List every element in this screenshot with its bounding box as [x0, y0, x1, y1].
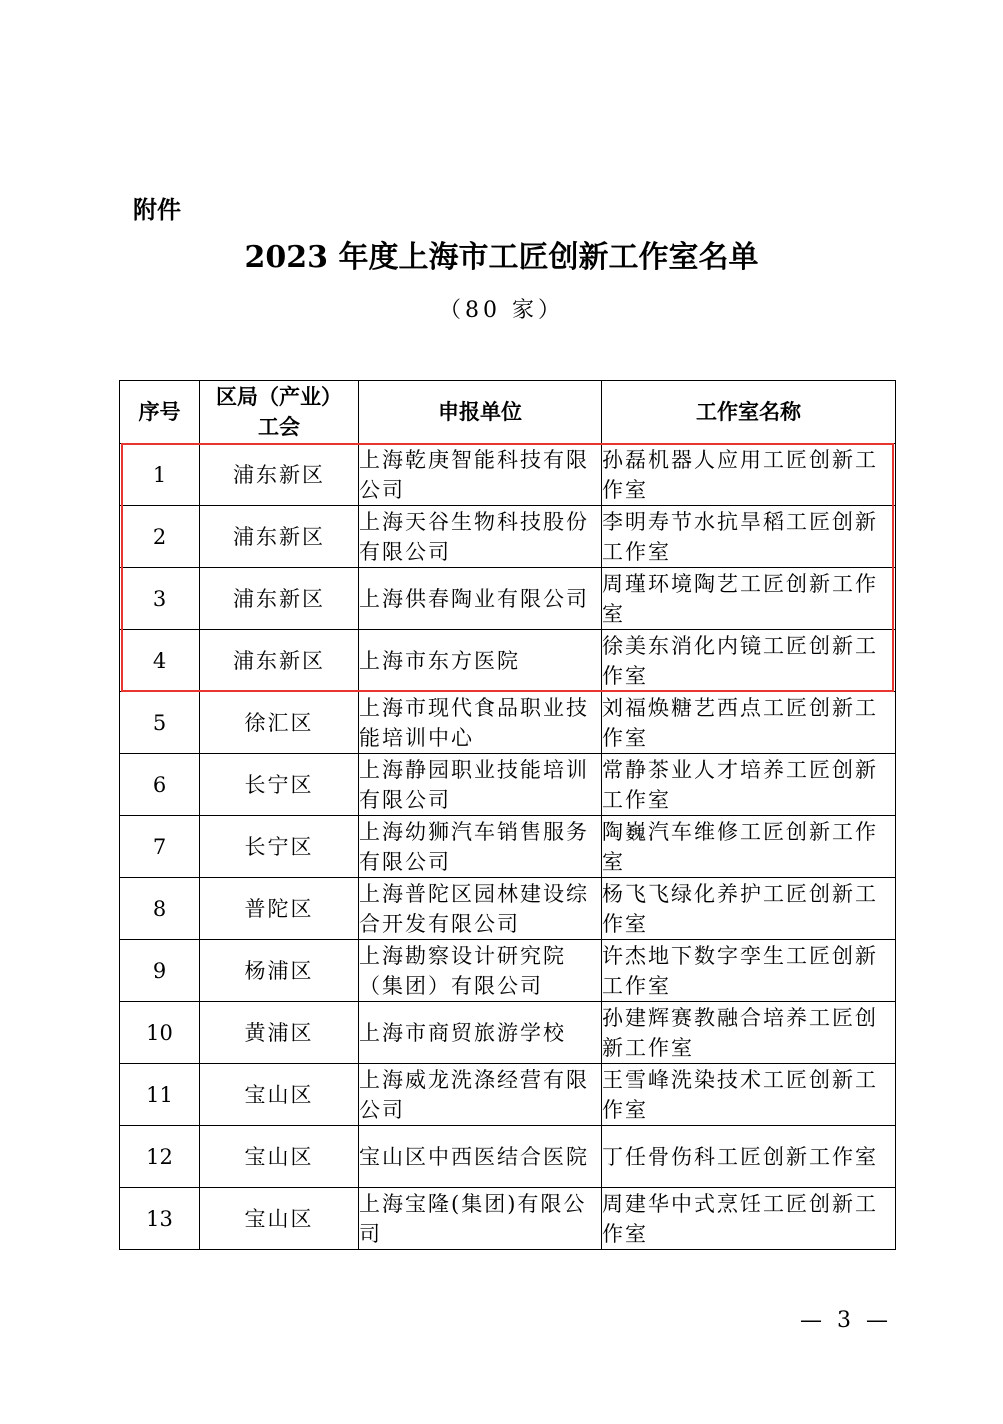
row-index: 9: [120, 940, 200, 1002]
row-studio: 丁任骨伤科工匠创新工作室: [602, 1126, 896, 1188]
table-row: [120, 444, 896, 506]
row-studio: 孙磊机器人应用工匠创新工作室: [602, 444, 896, 506]
row-studio: 周建华中式烹饪工匠创新工作室: [602, 1188, 896, 1250]
row-unit: 上海威龙洗涤经营有限公司: [359, 1064, 602, 1126]
row-unit: 上海普陀区园林建设综合开发有限公司: [359, 878, 602, 940]
table-row: [120, 878, 896, 940]
column-header-studio: 工作室名称: [602, 381, 896, 444]
row-index: 13: [120, 1188, 200, 1250]
row-district: 徐汇区: [200, 692, 359, 754]
row-unit: 上海静园职业技能培训有限公司: [359, 754, 602, 816]
column-header-district: [200, 381, 359, 444]
table-row: [120, 568, 896, 630]
row-index: 12: [120, 1126, 200, 1188]
row-index: 8: [120, 878, 200, 940]
row-district: 浦东新区: [200, 630, 359, 692]
row-studio: 李明寿节水抗旱稻工匠创新工作室: [602, 506, 896, 568]
row-unit: 上海乾庚智能科技有限公司: [359, 444, 602, 506]
attachment-label: 附件: [133, 196, 181, 224]
page-title: 2023 年度上海市工匠创新工作室名单: [244, 240, 759, 275]
column-header-district-line2: 工会: [258, 415, 300, 439]
row-studio: 周瑾环境陶艺工匠创新工作室: [602, 568, 896, 630]
row-district: 长宁区: [200, 754, 359, 816]
row-studio: 刘福焕糖艺西点工匠创新工作室: [602, 692, 896, 754]
row-district: 杨浦区: [200, 940, 359, 1002]
row-index: 5: [120, 692, 200, 754]
column-header-district-line1: 区局（产业）: [216, 385, 342, 409]
table-row: [120, 816, 896, 878]
row-studio: 常静茶业人才培养工匠创新工作室: [602, 754, 896, 816]
table-row: [120, 1002, 896, 1064]
table-row: [120, 506, 896, 568]
row-index: 3: [120, 568, 200, 630]
row-studio: 孙建辉赛教融合培养工匠创新工作室: [602, 1002, 896, 1064]
row-district: 普陀区: [200, 878, 359, 940]
row-index: 7: [120, 816, 200, 878]
row-unit: 上海宝隆(集团)有限公司: [359, 1188, 602, 1250]
row-unit: 上海市东方医院: [359, 630, 602, 692]
column-header-unit: 申报单位: [359, 381, 602, 444]
row-district: 浦东新区: [200, 506, 359, 568]
row-district: 浦东新区: [200, 568, 359, 630]
row-studio: 杨飞飞绿化养护工匠创新工作室: [602, 878, 896, 940]
column-header-index: 序号: [120, 381, 200, 444]
row-studio: 王雪峰洗染技术工匠创新工作室: [602, 1064, 896, 1126]
row-district: 宝山区: [200, 1064, 359, 1126]
table-row: [120, 692, 896, 754]
row-index: 11: [120, 1064, 200, 1126]
table-row: [120, 1064, 896, 1126]
row-unit: 上海勘察设计研究院（集团）有限公司: [359, 940, 602, 1002]
row-studio: 陶巍汽车维修工匠创新工作室: [602, 816, 896, 878]
table-row: [120, 754, 896, 816]
row-index: 2: [120, 506, 200, 568]
row-index: 10: [120, 1002, 200, 1064]
row-district: 长宁区: [200, 816, 359, 878]
table-header-row: [120, 381, 896, 444]
row-district: 宝山区: [200, 1188, 359, 1250]
studio-list-table: [119, 380, 896, 1250]
table-row: [120, 940, 896, 1002]
row-studio: 徐美东消化内镜工匠创新工作室: [602, 630, 896, 692]
row-unit: 宝山区中西医结合医院: [359, 1126, 602, 1188]
row-unit: 上海供春陶业有限公司: [359, 568, 602, 630]
row-district: 宝山区: [200, 1126, 359, 1188]
row-unit: 上海市商贸旅游学校: [359, 1002, 602, 1064]
row-unit: 上海市现代食品职业技能培训中心: [359, 692, 602, 754]
row-index: 4: [120, 630, 200, 692]
row-unit: 上海幼狮汽车销售服务有限公司: [359, 816, 602, 878]
row-studio: 许杰地下数字孪生工匠创新工作室: [602, 940, 896, 1002]
page-subtitle: （80 家）: [439, 298, 564, 323]
table-row: [120, 1126, 896, 1188]
row-index: 6: [120, 754, 200, 816]
table-row: [120, 630, 896, 692]
row-index: 1: [120, 444, 200, 506]
table-row: [120, 1188, 896, 1250]
page-number: — 3 —: [800, 1308, 892, 1333]
row-district: 浦东新区: [200, 444, 359, 506]
row-unit: 上海天谷生物科技股份有限公司: [359, 506, 602, 568]
row-district: 黄浦区: [200, 1002, 359, 1064]
